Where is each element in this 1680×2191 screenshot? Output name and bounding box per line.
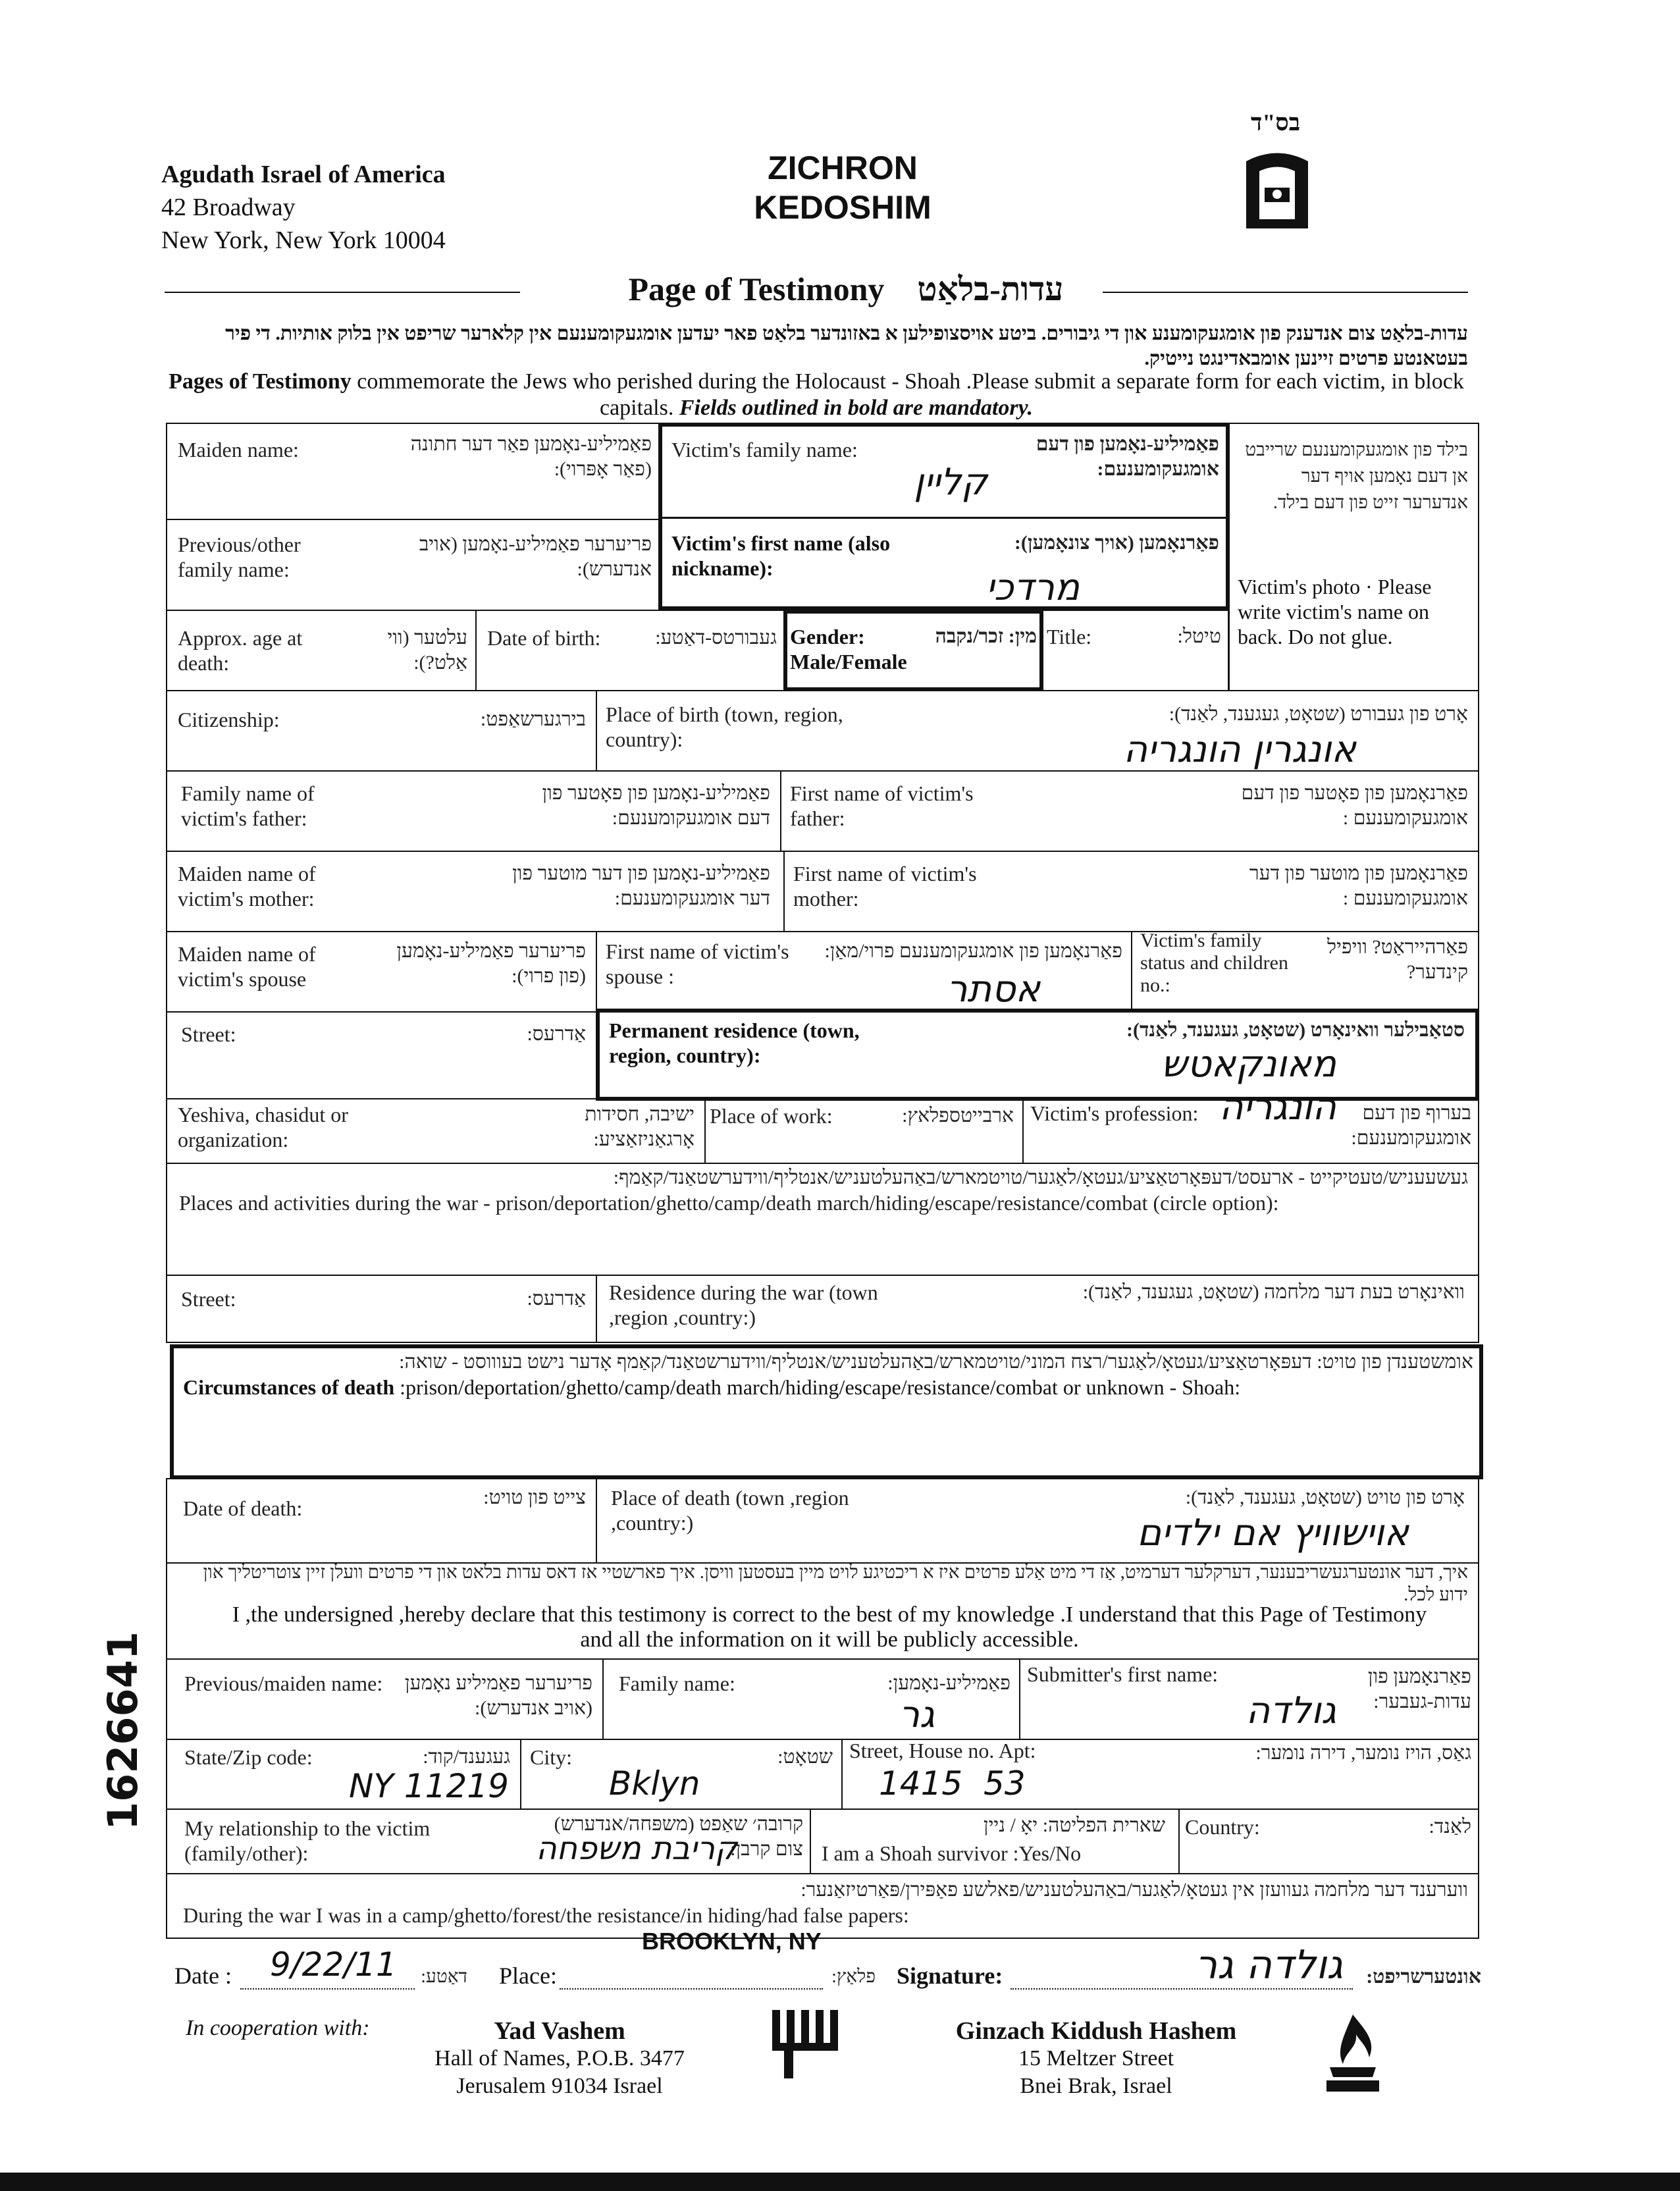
- yad-vashem-line1: Hall of Names, P.O.B. 3477: [434, 2046, 685, 2071]
- place-of-birth-label-he: אָרט פון געבורט (שטאָט, געגענד, לאַנד):: [1168, 703, 1468, 725]
- citizenship-label-he: בירגערשאַפט:: [480, 708, 586, 730]
- residence-war-label-he: וואינאָרט בעת דער מלחמה (שטאָט, געגענד, לאַנד):: [1082, 1281, 1465, 1303]
- age-label: Approx. age at death:: [178, 626, 303, 675]
- date-value[interactable]: 9/22/11: [270, 1945, 397, 1984]
- street-war-label-he: אַדרעס:: [527, 1288, 586, 1309]
- photo-instructions-he: בילד פון אומגעקומענעם שרייבט אן דעם נאָמען אויף דער אנדערער זייט פון דעם בילד.: [1245, 440, 1468, 513]
- dob-label: Date of birth:: [487, 626, 601, 650]
- victim-first-name-label-he: פאַרנאָמען (אויך צונאָמען):: [1014, 532, 1219, 554]
- state-zip-value[interactable]: NY 11219: [349, 1767, 509, 1805]
- family-status-label: Victim's family status and children no.:: [1140, 930, 1288, 996]
- photo-instructions-en: Victim's photo · Please write victim's name on back. Do not glue.: [1238, 575, 1432, 648]
- place-label-he: פלאַץ:: [831, 1967, 876, 1987]
- victim-family-name-label: Victim's family name:: [671, 438, 858, 462]
- profession-label-he: בערוף פון דעם אומגעקומענעם:: [1351, 1102, 1471, 1149]
- scan-edge: [0, 2173, 1680, 2191]
- submitter-family-name-value[interactable]: גר: [899, 1693, 935, 1736]
- father-family-label-he: פאַמיליע-נאָמען פון פאָטער פון דעם אומגעקומענעם:: [542, 782, 770, 829]
- date-of-birth-field[interactable]: [475, 610, 785, 691]
- place-of-death-label-he: אָרט פון טויט (שטאָט, געגענד, לאַנד):: [1185, 1487, 1465, 1508]
- declaration-he: איך, דער אונטערגעשריבענער, דערקלער דערמיט, אַז די מיט אַלע פרטים איז א ריכטיגע לויט מיין בעסטען וויסן. איך פארשטיי אז דאס עדות בלאט און די פרטים וועלן זיין צוטריטליך און ידוע לכל.: [203, 1562, 1468, 1605]
- during-war-label: During the war I was in a camp/ghetto/forest/the resistance/in hiding/had false papers:: [183, 1903, 909, 1927]
- victim-first-name-label: Victim's first name (also nickname):: [671, 531, 891, 580]
- org-address-1: 42 Broadway: [161, 194, 296, 221]
- place-of-death-label: Place of death (town ,region ,country:): [611, 1486, 849, 1535]
- intro-text: commemorate the Jews who perished during the Holocaust - Shoah .Please submit a separate form for each victim, in block capitals.: [351, 369, 1464, 420]
- title-en: Page of Testimony: [628, 271, 885, 307]
- father-first-label: First name of victim's father:: [790, 781, 974, 830]
- during-war-label-he: ווערענד דער מלחמה געוועזן אין געטאָ/לאַגער/באַהעלטעניש/פאלשע פאַפּירן/פּאַרטיזאַנער:: [801, 1879, 1468, 1901]
- citizenship-label: Citizenship:: [178, 708, 280, 731]
- ginzach-flame-logo-icon: [1317, 2011, 1389, 2097]
- mother-first-label: First name of victim's mother:: [793, 862, 977, 911]
- country-label: Country:: [1185, 1815, 1260, 1839]
- places-war-label-he: געשעעניש/טעטיקייט - ארעסט/דעפּאָרטאַציע/געטאָ/לאַגער/טויטמארש/באַהעלטעניש/אנטליף/ווידערשטאַנד/קאַמף:: [613, 1167, 1468, 1188]
- title-line-1: ZICHRON: [768, 149, 918, 186]
- father-family-label: Family name of victim's father:: [181, 781, 315, 830]
- street-house-label-he: גאַס, הויז נומער, דירה נומער:: [1255, 1742, 1471, 1764]
- submitter-prev-maiden-label: Previous/maiden name:: [184, 1672, 383, 1695]
- submitter-first-name-value[interactable]: גולדה: [1246, 1689, 1336, 1732]
- street-house-label: Street, House no. Apt:: [849, 1739, 1036, 1762]
- submitter-prev-maiden-label-he: פריערער פאַמיליע נאָמען (אויב אנדערש):: [404, 1672, 592, 1719]
- side-record-number: 1626641: [99, 1631, 147, 1830]
- submitter-family-name-label-he: פאַמיליע-נאָמען:: [887, 1672, 1011, 1694]
- relationship-label: My relationship to the victim (family/other):: [184, 1816, 431, 1865]
- yeshiva-label-he: ישיבה, חסידות אָרגאַניזאַציע:: [585, 1103, 695, 1150]
- place-stamp: BROOKLYN, NY: [642, 1928, 822, 1955]
- form-header-title: [711, 148, 974, 227]
- street-house-value[interactable]: 1415 53: [879, 1764, 1026, 1803]
- mother-first-label-he: פאַרנאָמען פון מוטער פון דער אומגעקומענעם :: [1249, 862, 1468, 909]
- cooperation-label: In cooperation with:: [186, 2016, 370, 2040]
- yad-vashem-title: Yad Vashem: [494, 2017, 625, 2045]
- spouse-maiden-label-he: פריערער פאַמיליע-נאָמען (פון פרוי):: [396, 940, 586, 987]
- date-label-he: דאַטע:: [421, 1967, 467, 1987]
- victim-family-name-value[interactable]: קליין: [914, 461, 987, 504]
- street-label: Street:: [181, 1022, 236, 1046]
- gender-label-he: מין: זכר/נקבה: [935, 625, 1037, 647]
- country-label-he: לאַנד:: [1429, 1816, 1471, 1837]
- prev-family-name-label: Previous/other family name:: [178, 533, 301, 581]
- place-label: Place:: [499, 1963, 557, 1989]
- date-line: [240, 1988, 415, 1990]
- relationship-value[interactable]: קריבת משפחה: [536, 1830, 737, 1867]
- state-zip-label-he: געגענד/קוד:: [423, 1746, 510, 1768]
- header-rule-left: [165, 292, 520, 293]
- family-status-label-he: פאַרהייראַט? וויפיל קינדער?: [1327, 936, 1468, 983]
- profession-label: Victim's profession:: [1030, 1101, 1199, 1125]
- header-rule-right: [1103, 292, 1468, 293]
- residence-war-label: Residence during the war (town ,region ,country:): [609, 1280, 878, 1329]
- city-value[interactable]: Bklyn: [609, 1764, 700, 1803]
- submitter-family-name-label: Family name:: [619, 1672, 735, 1695]
- gender-label: Gender: Male/Female: [790, 625, 907, 673]
- spouse-first-label-he: פאַרנאָמען פון אומגעקומענעם פרוי/מאַן:: [824, 940, 1122, 962]
- street-war-label: Street:: [181, 1287, 236, 1311]
- submitter-first-name-label: Submitter's first name:: [1027, 1662, 1219, 1686]
- city-label-he: שטאָט:: [777, 1746, 833, 1768]
- victim-family-name-label-he: פאַמיליע-נאָמען פון דעם אומגעקומענעם:: [1036, 433, 1219, 480]
- spouse-first-value[interactable]: אסתר: [946, 968, 1040, 1011]
- survivor-label: I am a Shoah survivor :Yes/No: [822, 1841, 1082, 1865]
- place-of-death-value[interactable]: אוישוויץ אם ילדים: [1137, 1512, 1409, 1554]
- yad-vashem-line2: Jerusalem 91034 Israel: [456, 2074, 663, 2098]
- title-he: עדות-בלאַט: [917, 271, 1064, 307]
- title-field[interactable]: [1042, 610, 1230, 691]
- street-label-he: אַדרעס:: [527, 1023, 586, 1045]
- place-of-work-label: Place of work:: [710, 1104, 833, 1128]
- circumstances-bold: Circumstances of death: [183, 1375, 395, 1399]
- title-label-he: טיטל:: [1177, 625, 1221, 647]
- date-of-death-label-he: צייט פון טויט:: [483, 1487, 586, 1508]
- ginzach-line1: 15 Meltzer Street: [1018, 2046, 1174, 2071]
- maiden-name-label-he: פאַמיליע-נאָמען פאַר דער חתונה (פאַר אָפּרוי):: [410, 433, 652, 480]
- org-name: Agudath Israel of America: [161, 161, 446, 188]
- prev-family-name-label-he: פריערער פאַמיליע-נאָמען (אויב אנדערש):: [419, 533, 652, 580]
- intro-bold: Pages of Testimony: [169, 369, 352, 394]
- title-line-2: KEDOSHIM: [754, 189, 932, 226]
- perm-residence-label-he: סטאַבילער וואינאָרט (שטאָט, געגענד, לאַנד):: [1126, 1019, 1465, 1041]
- date-of-death-label: Date of death:: [183, 1496, 303, 1520]
- survivor-label-he: שארית הפליטה: יאָ / ניין: [983, 1814, 1165, 1836]
- yeshiva-label: Yeshiva, chasidut or organization:: [178, 1103, 348, 1151]
- age-label-he: עלטער (ווי אַלט?):: [387, 627, 467, 673]
- place-line: [560, 1988, 823, 1990]
- perm-residence-value[interactable]: מאונקאטש הונגריה: [1161, 1043, 1336, 1128]
- circumstances-label-he: אומשטענדן פון טויט: דעפּאָרטאַציע/געטאָ/לאַגער/רצח המוני/טויטמארש/באַהעלטעניש/אנטליף/ווידערשטאַנד/קאַמף אָדער נישט בעוווסט - שואה:: [399, 1351, 1473, 1373]
- place-of-birth-label: Place of birth (town, region, country):: [606, 702, 843, 751]
- date-label: Date :: [174, 1963, 232, 1989]
- father-first-label-he: פאַרנאָמען פון פאָטער פון דעם אומגעקומענעם :: [1241, 782, 1468, 829]
- yad-vashem-logo-icon: [767, 2005, 846, 2084]
- victim-first-name-value[interactable]: מרדכי: [985, 566, 1080, 609]
- ginzach-line2: Bnei Brak, Israel: [1020, 2074, 1172, 2098]
- declaration-en: I ,the undersigned ,hereby declare that this testimony is correct to the best of my knowledge .I understand that this Page of Testimony and all the information on it will be publicly accessible.: [232, 1602, 1427, 1652]
- mother-maiden-label-he: פאַמיליע-נאָמען פון דער מוטער פון דער אומגעקומענעם:: [512, 862, 770, 909]
- maiden-name-label: Maiden name:: [178, 438, 299, 462]
- org-address-2: New York, New York 10004: [161, 226, 446, 254]
- ginzach-block: [915, 2017, 1277, 2100]
- place-of-birth-value[interactable]: אונגרין הונגריה: [1123, 728, 1356, 771]
- page-of-testimony-title: [566, 270, 1126, 308]
- intro-hebrew: עדות-בלאַט צום אנדענק פון אומגעקומענע און די גיבורים. ביטע אויסצופילען א באזונדער בלאַט פאר יעדען אומגעקומענעם אין קלארער שריפט אין בלוק אותיות. די פיר בעטאנטע פרטים זיינען אומבאדינגט נייטיק.: [225, 323, 1468, 369]
- mother-maiden-label: Maiden name of victim's mother:: [178, 862, 316, 911]
- yad-vashem-block: [415, 2017, 704, 2100]
- circumstances-text: :prison/deportation/ghetto/camp/death march/hiding/escape/resistance/combat or unknown - Shoah:: [394, 1375, 1241, 1399]
- spouse-first-label: First name of victim's spouse :: [606, 939, 789, 988]
- perm-residence-label: Permanent residence (town, region, country):: [609, 1018, 860, 1067]
- places-war-label: Places and activities during the war - prison/deportation/ghetto/camp/death march/hiding/escape/resistance/combat (circle option):: [179, 1191, 1279, 1215]
- ginzach-title: Ginzach Kiddush Hashem: [955, 2017, 1237, 2045]
- intro-english: [165, 369, 1468, 421]
- intro-emphasis: Fields outlined in bold are mandatory.: [679, 396, 1033, 420]
- spouse-maiden-label: Maiden name of victim's spouse: [178, 942, 316, 991]
- circumstances-label: [183, 1375, 1473, 1400]
- relationship-label-he: קרובה׳ שאַפט (משפּחה/אנדערש) צום קרבן:: [554, 1813, 803, 1860]
- submitter-first-name-label-he: פאַרנאָמען פון עדות-געבער:: [1367, 1666, 1471, 1712]
- agudath-logo-icon: [1241, 148, 1313, 234]
- signature-label: Signature:: [897, 1963, 1003, 1989]
- signature-line: [1011, 1988, 1353, 1990]
- signature-value[interactable]: גולדה גר: [1195, 1942, 1343, 1988]
- dob-label-he: געבורטס-דאַטע:: [655, 627, 777, 648]
- title-label: Title:: [1047, 625, 1092, 648]
- org-block: [161, 158, 446, 257]
- city-label: City:: [530, 1745, 573, 1769]
- bsd-mark: בס"ד: [1251, 109, 1301, 136]
- state-zip-label: State/Zip code:: [184, 1745, 313, 1769]
- signature-label-he: אונטערשריפט:: [1366, 1966, 1481, 1988]
- victim-names-divider: [658, 517, 1230, 519]
- place-of-work-label-he: ארבייטספלאץ:: [902, 1105, 1014, 1126]
